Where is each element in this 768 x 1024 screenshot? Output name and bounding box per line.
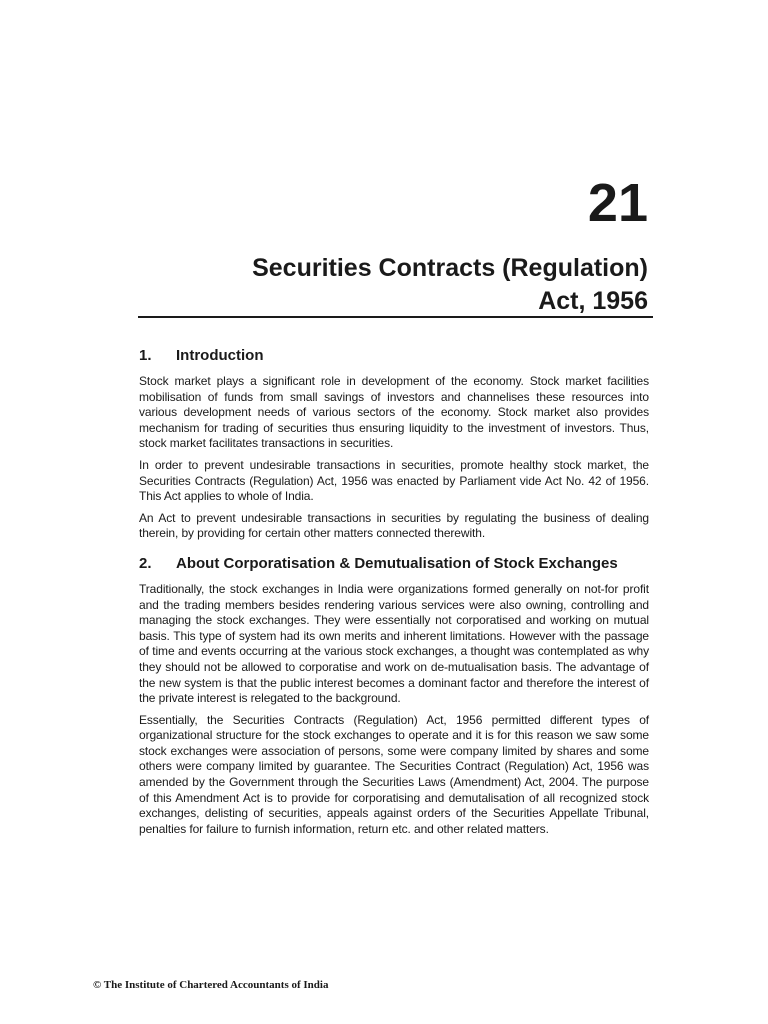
section-heading bbox=[139, 554, 649, 574]
section-heading bbox=[139, 346, 649, 366]
chapter-title bbox=[128, 252, 648, 318]
title-divider bbox=[138, 316, 653, 318]
section-corporatisation bbox=[139, 554, 649, 838]
paragraph: Traditionally, the stock exchanges in India were organizations formed generally on not-for profit and the trading members besides rendering various services were also owning, controlling and managing the stock exchanges. They were essentially not corporatised and working on mutual basis. This type of system had its own merits and inherent limitations. However with the passage of time and events occurring at the various stock exchanges, a thought was contemplated as why they should not be allowed to corporatise and work on de-mutualisation basis. The advantage of the new system is that the public interest becomes a dominant factor and therefore the interest of the private interest is relegated to the background. bbox=[139, 581, 649, 706]
paragraph: Stock market plays a significant role in development of the economy. Stock market facilities mobilisation of funds from small savings of investors and channelises these resources into various development needs of various sectors of the economy. Stock market also provides mechanism for trading of securities thus ensuring liquidity to the investment of investors. Thus, stock market facilitates transactions in securities. bbox=[139, 374, 649, 451]
paragraph: Essentially, the Securities Contracts (Regulation) Act, 1956 permitted different types of organizational structure for the stock exchanges to operate and it is for this reason we saw some stock exchanges were association of persons, some were company limited by shares and some others were company limited by guarantee. The Securities Contract (Regulation) Act, 1956 was amended by the Government through the Securities Laws (Amendment) Act, 2004. The purpose of this Amendment Act is to provide for corporatising and demutalisation of all recognized stock exchanges, delisting of securities, appeals against orders of the Securities Appellate Tribunal, penalties for failure to furnish information, return etc. and other related matters. bbox=[139, 712, 649, 836]
chapter-title-line-2: Act, 1956 bbox=[538, 287, 648, 315]
section-title: About Corporatisation & Demutualisation of Stock Exchanges bbox=[176, 554, 618, 572]
chapter-title-line-1: Securities Contracts (Regulation) bbox=[252, 254, 648, 282]
section-number: 1. bbox=[139, 347, 152, 364]
document-body bbox=[139, 346, 649, 843]
copyright-footer: © The Institute of Chartered Accountants of India bbox=[93, 979, 329, 991]
paragraph: In order to prevent undesirable transactions in securities, promote healthy stock market, the Securities Contracts (Regulation) Act, 1956 was enacted by Parliament vide Act No. 42 of 1956. This Act applies to whole of India. bbox=[139, 457, 649, 504]
section-introduction bbox=[139, 346, 649, 542]
paragraph: An Act to prevent undesirable transactions in securities by regulating the business of dealing therein, by providing for certain other matters connected therewith. bbox=[139, 510, 649, 541]
section-number: 2. bbox=[139, 554, 152, 572]
chapter-number: 21 bbox=[587, 173, 648, 233]
section-title: Introduction bbox=[176, 347, 264, 364]
